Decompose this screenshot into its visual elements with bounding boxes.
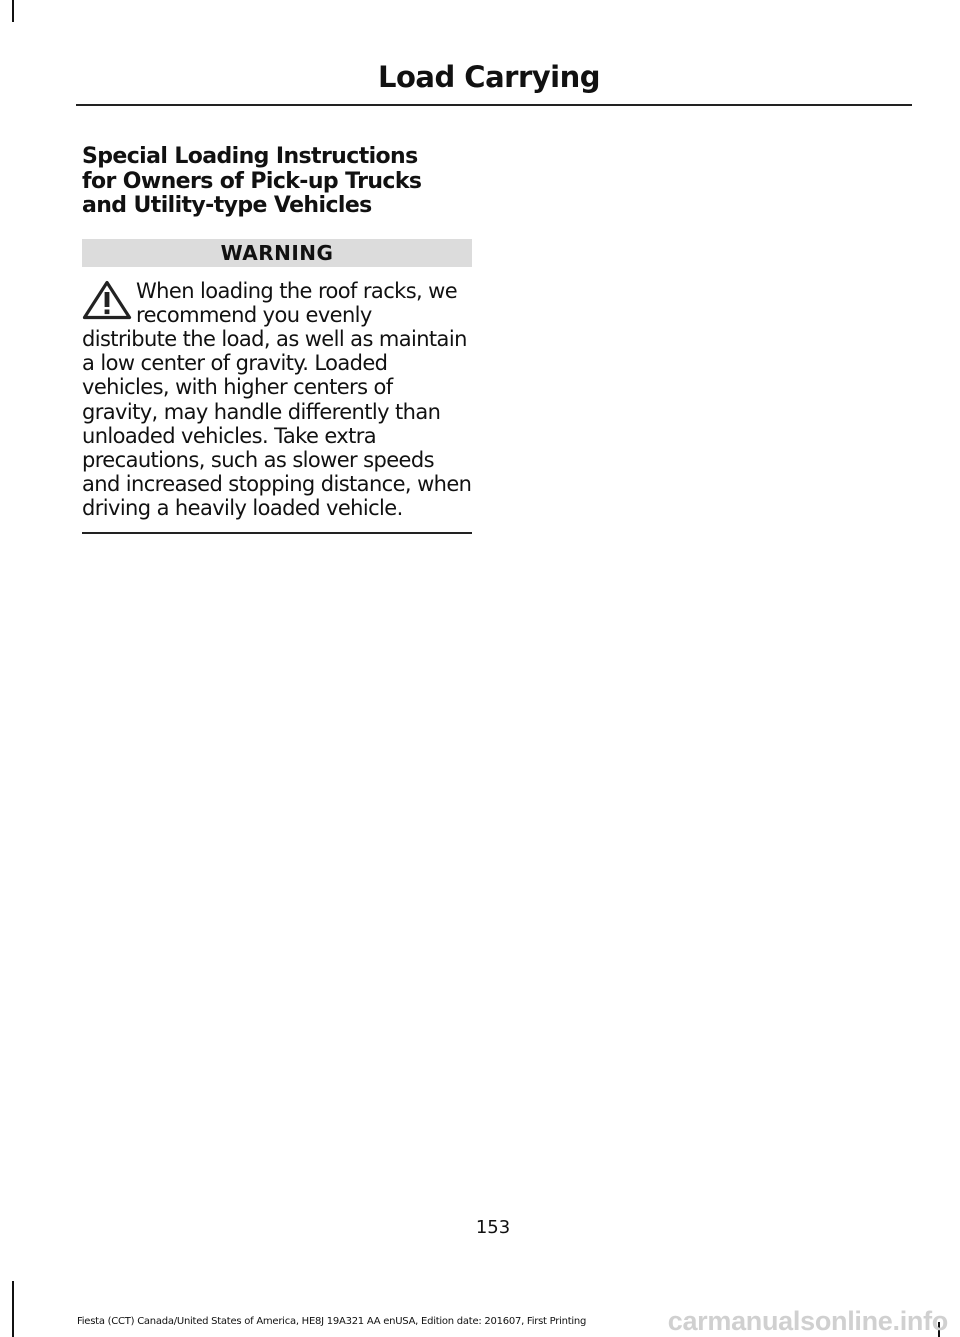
warning-end-rule [82,532,472,534]
content-column [82,145,472,534]
crop-mark-top-left [12,0,14,22]
warning-label-bar: WARNING [82,239,472,267]
heading-line: Special Loading Instructions [82,144,418,169]
watermark: carmanualsonline.info [667,1306,948,1336]
heading-line: and Utility-type Vehicles [82,193,372,218]
page-number: 153 [475,1217,511,1238]
warning-text: When loading the roof racks, we recommend you evenly distribute the load, as well as maintain a low center of gravity. Loaded vehicles, with higher centers of gravity, may handle differently than unloaded vehicles. Take extra precautions, such as slower speeds and increased stopping distance, when driving a heavily loaded vehicle. [82,278,472,521]
section-title: Load Carrying [377,60,600,94]
section-heading [82,145,472,219]
heading-line: for Owners of Pick-up Trucks [82,168,422,194]
warning-triangle-icon [82,280,132,320]
edition-footer: Fiesta (CCT) Canada/United States of America, HE8J 19A321 AA enUSA, Edition date: 201607, First Printing [77,1316,587,1327]
header-rule [76,104,912,106]
crop-mark-bottom-left [12,1281,14,1337]
warning-body [82,279,472,521]
